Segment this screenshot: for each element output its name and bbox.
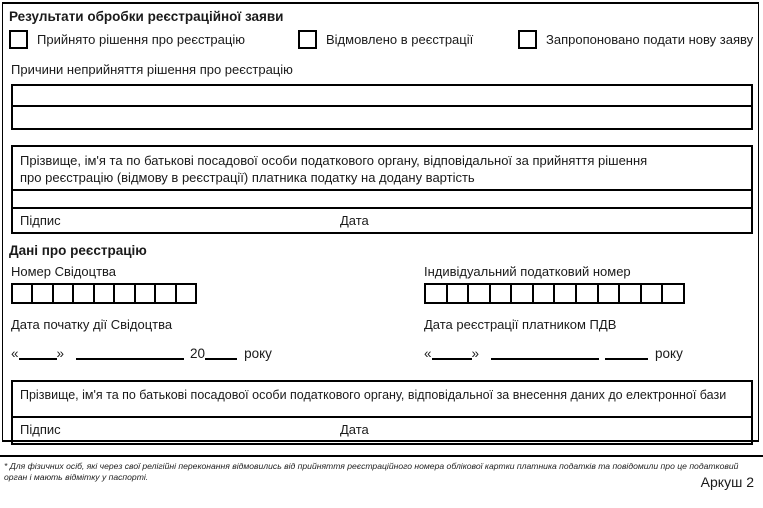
century-prefix: 20 [190,346,206,361]
vat-date-line [424,345,683,361]
digit-cell[interactable] [620,285,642,302]
digit-cell[interactable] [491,285,513,302]
signature-label: Підпис [20,422,61,437]
official-name-field[interactable] [13,191,751,207]
signature-label: Підпис [20,213,61,228]
digit-cell[interactable] [54,285,74,302]
open-quote: « [11,346,19,361]
reason-line-1[interactable] [11,84,753,107]
digit-cell[interactable] [599,285,621,302]
official-decision-description: Прізвище, ім'я та по батькові посадової особи податкового органу, відповідальної за прийняття рішення про реєстрацію (відмову в реєстрації) платника податку на додану вартість [20,153,648,185]
digit-cell[interactable] [663,285,683,302]
digit-cell[interactable] [13,285,33,302]
signature-row [13,209,751,232]
form-frame [2,2,759,442]
footnote-text: * Для фізичних осіб, які через свої релігійні переконання відмовились від прийняття реєстраційного номера облікової картки платника податків та повідомили про це податковий орган і мають відмітку у паспорті. [4,461,739,482]
checkbox-item-resubmit [518,30,753,50]
day-blank[interactable] [19,345,57,360]
digit-cell[interactable] [426,285,448,302]
reason-line-2[interactable] [11,107,753,130]
data-entry-description: Прізвище, ім'я та по батькові посадової особи податкового органу, відповідальної за внесення даних до електронної бази [20,388,727,402]
decision-refused-label: Відмовлено в реєстрації [326,32,474,47]
registration-section-title: Дані про реєстрацію [9,243,147,258]
digit-cell[interactable] [534,285,556,302]
data-entry-box [11,380,753,445]
checkbox-item-accepted [9,30,245,50]
year-blank[interactable] [605,345,648,360]
month-blank[interactable] [491,345,599,360]
decision-accepted-label: Прийнято рішення про реєстрацію [37,32,245,47]
open-quote: « [424,346,432,361]
results-section-title: Результати обробки реєстраційної заяви [9,9,284,24]
vat-date-label: Дата реєстрації платником ПДВ [424,317,617,332]
year-suffix: року [244,346,272,361]
digit-cell[interactable] [115,285,135,302]
checkbox-item-refused [298,30,473,50]
reasons-label: Причини неприйняття рішення про реєстрацію [11,62,293,77]
digit-cell[interactable] [156,285,176,302]
footnote-separator [0,455,763,457]
digit-cell[interactable] [555,285,577,302]
date-label: Дата [340,213,369,228]
decision-resubmit-checkbox[interactable] [518,30,537,49]
certificate-date-line [11,345,272,361]
month-blank[interactable] [76,345,184,360]
certificate-date-label: Дата початку дії Свідоцтва [11,317,173,332]
decision-resubmit-label: Запропоновано подати нову заяву [546,32,754,47]
certificate-number-cells [11,283,197,304]
close-quote: » [56,346,65,361]
digit-cell[interactable] [512,285,534,302]
digit-cell[interactable] [136,285,156,302]
digit-cell[interactable] [469,285,491,302]
signature-row [13,418,751,443]
data-entry-name-field[interactable] [13,407,751,416]
digit-cell[interactable] [448,285,470,302]
digit-cell[interactable] [177,285,195,302]
decision-refused-checkbox[interactable] [298,30,317,49]
date-label: Дата [340,422,369,437]
sheet-number-label: Аркуш 2 [700,474,754,490]
digit-cell[interactable] [642,285,664,302]
year-blank[interactable] [205,345,237,360]
decision-accepted-checkbox[interactable] [9,30,28,49]
reasons-box [11,84,753,130]
day-blank[interactable] [432,345,472,360]
official-decision-box [11,145,753,234]
tax-number-label: Індивідуальний податковий номер [424,264,631,279]
digit-cell[interactable] [74,285,94,302]
digit-cell[interactable] [577,285,599,302]
year-suffix: року [655,346,683,361]
tax-number-cells [424,283,685,304]
digit-cell[interactable] [95,285,115,302]
digit-cell[interactable] [33,285,53,302]
certificate-number-label: Номер Свідоцтва [11,264,117,279]
close-quote: » [471,346,480,361]
